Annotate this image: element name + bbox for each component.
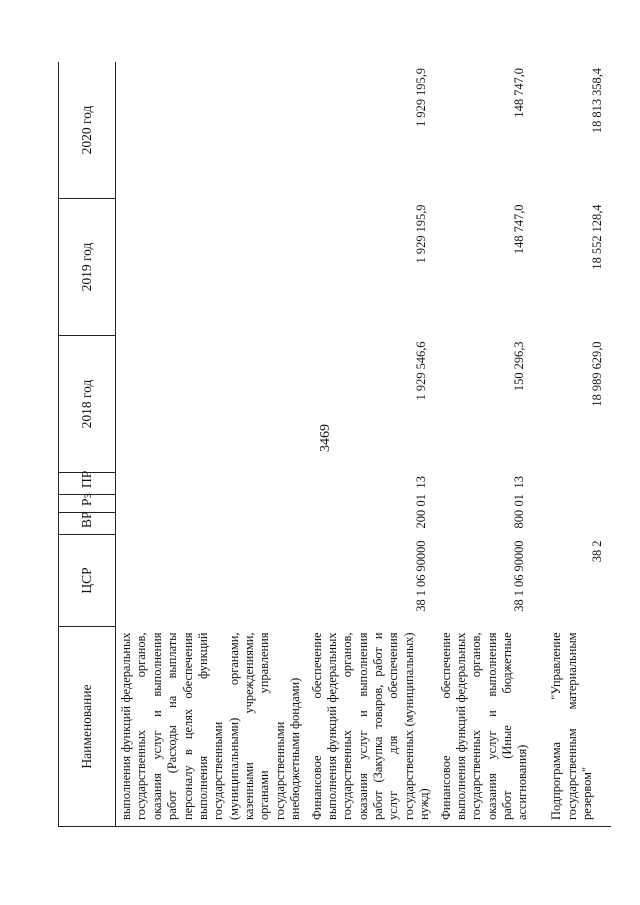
page-number: 3469 — [318, 424, 333, 452]
row-rz — [534, 495, 611, 513]
header-name: Наименование — [59, 627, 116, 827]
row-pr: 13 — [512, 476, 527, 489]
row-pr — [534, 473, 611, 495]
row-2020: 18 813 358,4 — [589, 68, 604, 134]
row-2020 — [116, 62, 307, 199]
row-pr — [116, 473, 307, 495]
row-2018 — [116, 336, 307, 473]
row-name: Подпрограмма "Управление государственным материальным резервом" — [549, 632, 595, 820]
row-rz: 01 — [512, 494, 527, 507]
row-rz — [116, 495, 307, 513]
table-row — [534, 62, 611, 827]
table-row — [307, 62, 436, 827]
row-name: выполнения функций федеральных государственных органов, оказания услуг и выполнения работ (Расходы на выплаты персоналу в целях обеспечения выполнения функций государственными (муниципальными) органами, казенными учреждениями, органами управления государственными внебюджетными фондами) — [119, 632, 303, 820]
row-2020: 148 747,0 — [512, 68, 527, 118]
row-vr — [534, 513, 611, 535]
row-2020: 1 929 195,9 — [414, 68, 429, 127]
row-2019: 1 929 195,9 — [414, 204, 429, 264]
header-csr: ЦСР — [59, 535, 116, 627]
row-name: Финансовое обеспечение выполнения функций федеральных государственных органов, оказания услуг и выполнения работ (Закупка товаров, работ и услуг для обеспечения государственных (муниципальных) нужд) — [309, 632, 432, 820]
header-2019: 2019 год — [59, 199, 116, 336]
row-2018: 1 929 546,6 — [414, 341, 429, 401]
row-csr: 38 2 — [589, 540, 604, 563]
row-vr: 200 — [414, 509, 429, 529]
table-header-row — [59, 62, 116, 827]
row-2019: 18 552 128,4 — [589, 204, 604, 270]
table-row — [436, 62, 534, 827]
row-vr — [116, 513, 307, 535]
table-container — [58, 62, 611, 827]
row-csr — [116, 535, 307, 627]
header-vr: ВР — [59, 513, 116, 535]
row-pr: 13 — [414, 476, 429, 489]
row-rz: 01 — [414, 494, 429, 507]
header-pr: ПР — [59, 473, 116, 495]
row-csr: 38 1 06 90000 — [512, 540, 527, 612]
header-2020: 2020 год — [59, 62, 116, 199]
row-2019 — [116, 199, 307, 336]
row-2018: 150 296,3 — [512, 341, 527, 392]
table-row — [116, 62, 307, 827]
row-vr: 800 — [512, 509, 527, 529]
budget-table — [58, 62, 611, 827]
header-rz: Рз — [59, 495, 116, 513]
row-2018: 18 989 629,0 — [589, 341, 604, 407]
header-2018: 2018 год — [59, 336, 116, 473]
row-2019: 148 747,0 — [512, 204, 527, 255]
row-name: Финансовое обеспечение выполнения функций федеральных государственных органов, оказания услуг и выполнения работ (Иные бюджетные ассигнования) — [438, 632, 530, 820]
row-csr: 38 1 06 90000 — [414, 540, 429, 612]
